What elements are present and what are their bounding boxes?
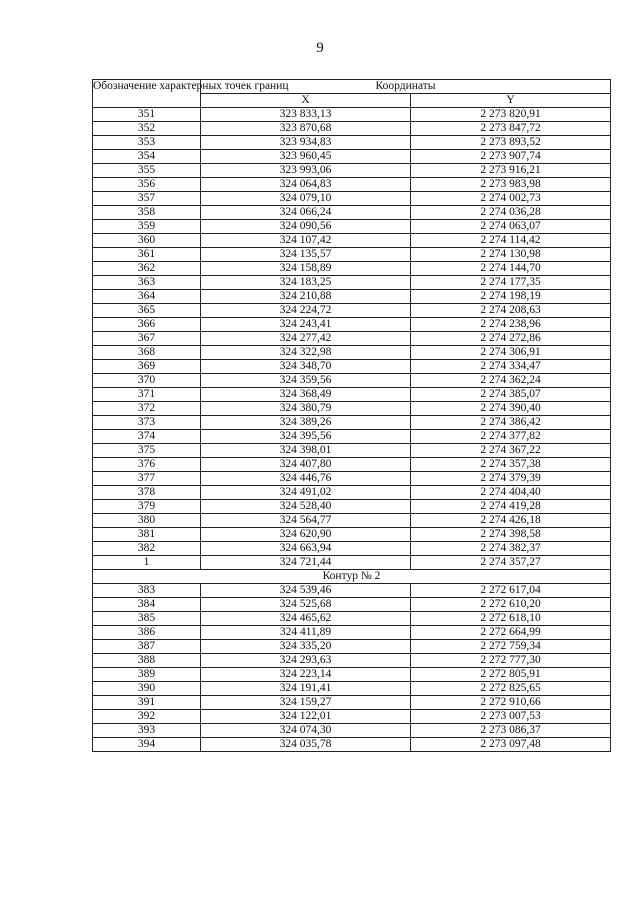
point-id-cell: 359 — [93, 220, 201, 234]
x-coordinate-cell: 324 079,10 — [201, 192, 411, 206]
y-coordinate-cell: 2 274 362,24 — [411, 374, 611, 388]
point-id-cell: 366 — [93, 318, 201, 332]
y-coordinate-cell: 2 274 367,22 — [411, 444, 611, 458]
point-id-cell: 378 — [93, 486, 201, 500]
table-row — [93, 612, 611, 626]
point-id-cell: 362 — [93, 262, 201, 276]
table-row — [93, 542, 611, 556]
point-id-cell: 380 — [93, 514, 201, 528]
contour-1-rows — [93, 108, 611, 570]
y-coordinate-cell: 2 274 198,19 — [411, 290, 611, 304]
y-coordinate-cell: 2 274 208,63 — [411, 304, 611, 318]
point-id-cell: 387 — [93, 640, 201, 654]
point-id-cell: 375 — [93, 444, 201, 458]
point-id-cell: 393 — [93, 724, 201, 738]
page-number: 9 — [316, 40, 324, 56]
header-coordinates: Координаты — [201, 80, 611, 94]
x-coordinate-cell: 323 833,13 — [201, 108, 411, 122]
point-id-cell: 356 — [93, 178, 201, 192]
point-id-cell: 360 — [93, 234, 201, 248]
point-id-cell: 364 — [93, 290, 201, 304]
y-coordinate-cell: 2 273 097,48 — [411, 738, 611, 752]
point-id-cell: 357 — [93, 192, 201, 206]
point-id-cell: 391 — [93, 696, 201, 710]
x-coordinate-cell: 324 411,89 — [201, 626, 411, 640]
y-coordinate-cell: 2 272 618,10 — [411, 612, 611, 626]
point-id-cell: 372 — [93, 402, 201, 416]
table-row — [93, 220, 611, 234]
x-coordinate-cell: 324 368,49 — [201, 388, 411, 402]
y-coordinate-cell: 2 274 063,07 — [411, 220, 611, 234]
table-row — [93, 178, 611, 192]
y-coordinate-cell: 2 274 357,38 — [411, 458, 611, 472]
point-id-cell: 389 — [93, 668, 201, 682]
y-coordinate-cell: 2 274 426,18 — [411, 514, 611, 528]
table-row — [93, 416, 611, 430]
x-coordinate-cell: 324 525,68 — [201, 598, 411, 612]
point-id-cell: 363 — [93, 276, 201, 290]
y-coordinate-cell: 2 274 114,42 — [411, 234, 611, 248]
point-id-cell: 351 — [93, 108, 201, 122]
y-coordinate-cell: 2 274 404,40 — [411, 486, 611, 500]
y-coordinate-cell: 2 273 847,72 — [411, 122, 611, 136]
table-row — [93, 402, 611, 416]
table-row — [93, 598, 611, 612]
y-coordinate-cell: 2 273 086,37 — [411, 724, 611, 738]
y-coordinate-cell: 2 273 916,21 — [411, 164, 611, 178]
table-row — [93, 444, 611, 458]
point-id-cell: 382 — [93, 542, 201, 556]
table-row — [93, 682, 611, 696]
point-id-cell: 370 — [93, 374, 201, 388]
table-row — [93, 738, 611, 752]
x-coordinate-cell: 324 395,56 — [201, 430, 411, 444]
y-coordinate-cell: 2 272 610,20 — [411, 598, 611, 612]
point-id-cell: 374 — [93, 430, 201, 444]
table-row — [93, 290, 611, 304]
y-coordinate-cell: 2 274 398,58 — [411, 528, 611, 542]
header-point-designation: Обозначение характерных точек границ — [93, 80, 201, 108]
y-coordinate-cell: 2 274 386,42 — [411, 416, 611, 430]
point-id-cell: 376 — [93, 458, 201, 472]
x-coordinate-cell: 324 491,02 — [201, 486, 411, 500]
x-coordinate-cell: 323 870,68 — [201, 122, 411, 136]
point-id-cell: 369 — [93, 360, 201, 374]
x-coordinate-cell: 324 066,24 — [201, 206, 411, 220]
point-id-cell: 354 — [93, 150, 201, 164]
point-id-cell: 386 — [93, 626, 201, 640]
x-coordinate-cell: 324 322,98 — [201, 346, 411, 360]
x-coordinate-cell: 324 359,56 — [201, 374, 411, 388]
table-row — [93, 556, 611, 570]
point-id-cell: 353 — [93, 136, 201, 150]
point-id-cell: 361 — [93, 248, 201, 262]
y-coordinate-cell: 2 274 036,28 — [411, 206, 611, 220]
x-coordinate-cell: 324 528,40 — [201, 500, 411, 514]
point-id-cell: 388 — [93, 654, 201, 668]
y-coordinate-cell: 2 272 825,65 — [411, 682, 611, 696]
table-row — [93, 108, 611, 122]
header-y: Y — [411, 94, 611, 108]
table-row — [93, 486, 611, 500]
table-row — [93, 528, 611, 542]
point-id-cell: 352 — [93, 122, 201, 136]
y-coordinate-cell: 2 274 002,73 — [411, 192, 611, 206]
point-id-cell: 377 — [93, 472, 201, 486]
y-coordinate-cell: 2 274 334,47 — [411, 360, 611, 374]
y-coordinate-cell: 2 273 907,74 — [411, 150, 611, 164]
x-coordinate-cell: 324 335,20 — [201, 640, 411, 654]
table-row — [93, 654, 611, 668]
point-id-cell: 355 — [93, 164, 201, 178]
table-row — [93, 668, 611, 682]
table-row — [93, 136, 611, 150]
y-coordinate-cell: 2 274 306,91 — [411, 346, 611, 360]
y-coordinate-cell: 2 274 377,82 — [411, 430, 611, 444]
table-row — [93, 430, 611, 444]
point-id-cell: 358 — [93, 206, 201, 220]
table-row — [93, 696, 611, 710]
x-coordinate-cell: 324 159,27 — [201, 696, 411, 710]
table-row — [93, 388, 611, 402]
x-coordinate-cell: 324 465,62 — [201, 612, 411, 626]
point-id-cell: 394 — [93, 738, 201, 752]
x-coordinate-cell: 324 243,41 — [201, 318, 411, 332]
point-id-cell: 367 — [93, 332, 201, 346]
x-coordinate-cell: 324 035,78 — [201, 738, 411, 752]
table-row — [93, 626, 611, 640]
table-row — [93, 500, 611, 514]
table-row — [93, 346, 611, 360]
x-coordinate-cell: 324 389,26 — [201, 416, 411, 430]
point-id-cell: 383 — [93, 584, 201, 598]
table-row — [93, 164, 611, 178]
point-id-cell: 373 — [93, 416, 201, 430]
y-coordinate-cell: 2 274 144,70 — [411, 262, 611, 276]
x-coordinate-cell: 324 380,79 — [201, 402, 411, 416]
table-row — [93, 276, 611, 290]
x-coordinate-cell: 324 224,72 — [201, 304, 411, 318]
y-coordinate-cell: 2 272 777,30 — [411, 654, 611, 668]
y-coordinate-cell: 2 274 379,39 — [411, 472, 611, 486]
x-coordinate-cell: 324 348,70 — [201, 360, 411, 374]
section-label: Контур № 2 — [93, 570, 611, 584]
y-coordinate-cell: 2 274 177,35 — [411, 276, 611, 290]
table-row — [93, 640, 611, 654]
table-row — [93, 724, 611, 738]
y-coordinate-cell: 2 273 983,98 — [411, 178, 611, 192]
table-row — [93, 514, 611, 528]
x-coordinate-cell: 324 090,56 — [201, 220, 411, 234]
table-row — [93, 192, 611, 206]
coordinates-table — [92, 79, 611, 752]
y-coordinate-cell: 2 272 664,99 — [411, 626, 611, 640]
table-row — [93, 122, 611, 136]
table-row — [93, 248, 611, 262]
point-id-cell: 1 — [93, 556, 201, 570]
point-id-cell: 365 — [93, 304, 201, 318]
table-row — [93, 234, 611, 248]
x-coordinate-cell: 324 074,30 — [201, 724, 411, 738]
y-coordinate-cell: 2 272 910,66 — [411, 696, 611, 710]
y-coordinate-cell: 2 274 419,28 — [411, 500, 611, 514]
point-id-cell: 390 — [93, 682, 201, 696]
x-coordinate-cell: 323 960,45 — [201, 150, 411, 164]
table-row — [93, 318, 611, 332]
y-coordinate-cell: 2 274 357,27 — [411, 556, 611, 570]
contour-2-rows — [93, 584, 611, 752]
table-row — [93, 262, 611, 276]
y-coordinate-cell: 2 274 385,07 — [411, 388, 611, 402]
table-row — [93, 374, 611, 388]
point-id-cell: 368 — [93, 346, 201, 360]
table-row — [93, 206, 611, 220]
y-coordinate-cell: 2 274 238,96 — [411, 318, 611, 332]
point-id-cell: 392 — [93, 710, 201, 724]
x-coordinate-cell: 324 539,46 — [201, 584, 411, 598]
x-coordinate-cell: 324 293,63 — [201, 654, 411, 668]
x-coordinate-cell: 324 064,83 — [201, 178, 411, 192]
x-coordinate-cell: 324 107,42 — [201, 234, 411, 248]
section-row — [93, 570, 611, 584]
x-coordinate-cell: 324 663,94 — [201, 542, 411, 556]
x-coordinate-cell: 324 721,44 — [201, 556, 411, 570]
y-coordinate-cell: 2 272 805,91 — [411, 668, 611, 682]
x-coordinate-cell: 324 223,14 — [201, 668, 411, 682]
y-coordinate-cell: 2 274 272,86 — [411, 332, 611, 346]
x-coordinate-cell: 324 191,41 — [201, 682, 411, 696]
y-coordinate-cell: 2 272 617,04 — [411, 584, 611, 598]
table-row — [93, 332, 611, 346]
table-row — [93, 150, 611, 164]
point-id-cell: 381 — [93, 528, 201, 542]
y-coordinate-cell: 2 273 007,53 — [411, 710, 611, 724]
x-coordinate-cell: 323 934,83 — [201, 136, 411, 150]
point-id-cell: 379 — [93, 500, 201, 514]
x-coordinate-cell: 324 183,25 — [201, 276, 411, 290]
table-row — [93, 304, 611, 318]
point-id-cell: 371 — [93, 388, 201, 402]
y-coordinate-cell: 2 273 820,91 — [411, 108, 611, 122]
y-coordinate-cell: 2 274 382,37 — [411, 542, 611, 556]
x-coordinate-cell: 324 620,90 — [201, 528, 411, 542]
x-coordinate-cell: 324 210,88 — [201, 290, 411, 304]
x-coordinate-cell: 324 122,01 — [201, 710, 411, 724]
x-coordinate-cell: 324 277,42 — [201, 332, 411, 346]
table-row — [93, 710, 611, 724]
x-coordinate-cell: 324 446,76 — [201, 472, 411, 486]
header-x: X — [201, 94, 411, 108]
point-id-cell: 384 — [93, 598, 201, 612]
x-coordinate-cell: 324 398,01 — [201, 444, 411, 458]
x-coordinate-cell: 324 407,80 — [201, 458, 411, 472]
table-row — [93, 458, 611, 472]
table-row — [93, 584, 611, 598]
x-coordinate-cell: 323 993,06 — [201, 164, 411, 178]
y-coordinate-cell: 2 272 759,34 — [411, 640, 611, 654]
y-coordinate-cell: 2 274 390,40 — [411, 402, 611, 416]
x-coordinate-cell: 324 158,89 — [201, 262, 411, 276]
table-row — [93, 360, 611, 374]
x-coordinate-cell: 324 564,77 — [201, 514, 411, 528]
x-coordinate-cell: 324 135,57 — [201, 248, 411, 262]
y-coordinate-cell: 2 273 893,52 — [411, 136, 611, 150]
point-id-cell: 385 — [93, 612, 201, 626]
table-row — [93, 472, 611, 486]
y-coordinate-cell: 2 274 130,98 — [411, 248, 611, 262]
